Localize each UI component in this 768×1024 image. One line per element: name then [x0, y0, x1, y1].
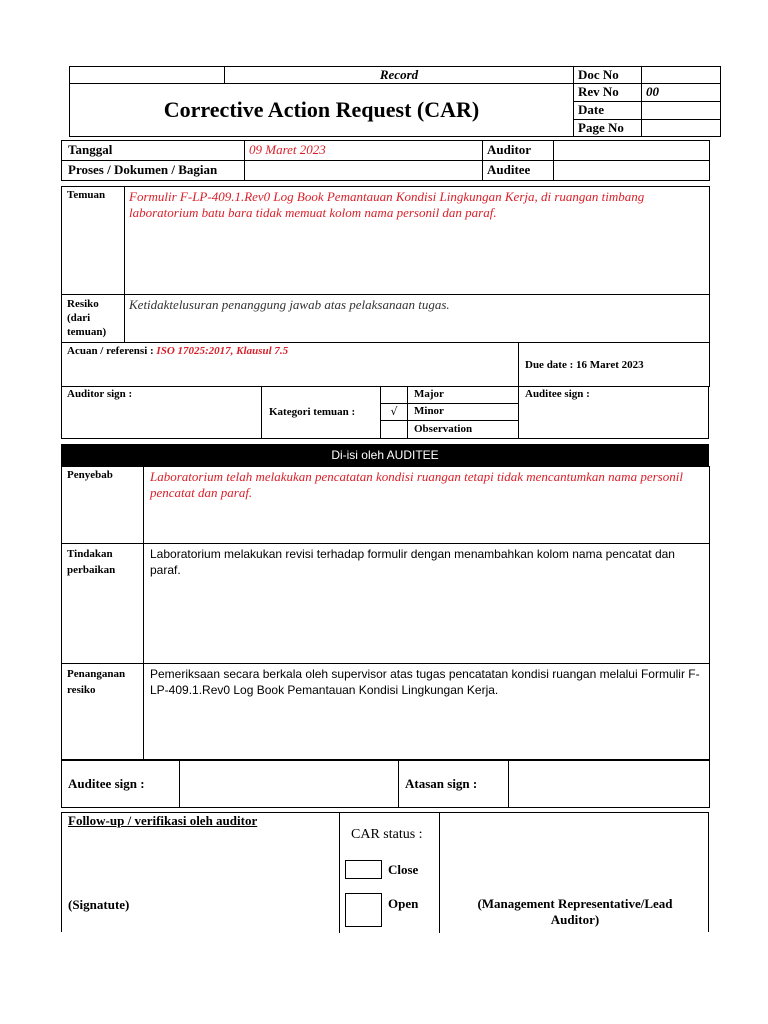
auditee-sign-field[interactable] [180, 761, 399, 808]
category-list [380, 386, 519, 438]
tanggal-value[interactable]: 09 Maret 2023 [245, 141, 483, 161]
auditee-label: Auditee [483, 161, 554, 181]
close-label: Close [388, 862, 419, 877]
auditor-value[interactable] [554, 141, 710, 161]
tanggal-label: Tanggal [62, 141, 245, 161]
acuan-cell [62, 343, 519, 387]
auditee-sign-table [61, 760, 710, 808]
penanganan-label: Penanganan resiko [62, 664, 144, 760]
temuan-text[interactable]: Formulir F-LP-409.1.Rev0 Log Book Pemantauan Kondisi Lingkungan Kerja, di ruangan timbang laboratorium batu bara tidak memuat kolom nama personil dan paraf. [125, 187, 710, 295]
atasan-sign-field[interactable] [509, 761, 710, 808]
auditee-banner: Di-isi oleh AUDITEE [61, 444, 709, 466]
temuan-label: Temuan [62, 187, 125, 295]
category-checkbox-minor[interactable] [380, 404, 408, 421]
auditee-value[interactable] [554, 161, 710, 181]
rev-no-label: Rev No [574, 84, 642, 102]
proses-label: Proses / Dokumen / Bagian [62, 161, 245, 181]
date-value[interactable] [642, 102, 721, 120]
category-observation: Observation [408, 421, 519, 439]
sign-category-row [61, 386, 709, 439]
auditee-sign-label: Auditee sign : [62, 761, 180, 808]
atasan-sign-label: Atasan sign : [399, 761, 509, 808]
open-label: Open [388, 896, 419, 911]
auditee-sign-label-top: Auditee sign : [525, 388, 590, 400]
due-date: Due date : 16 Maret 2023 [519, 343, 710, 387]
finding-table [61, 186, 710, 387]
auditor-sign-label: Auditor sign : [67, 388, 133, 400]
auditee-table [61, 466, 710, 760]
category-minor: Minor [408, 404, 519, 421]
followup-divider-1 [339, 813, 340, 933]
acuan-label: Acuan / referensi : [67, 345, 154, 357]
penyebab-label: Penyebab [62, 467, 144, 544]
mr-label: (Management Representative/Lead Auditor) [477, 896, 673, 927]
resiko-label [62, 295, 125, 343]
signature-label: (Signatute) [68, 897, 130, 912]
header-blank-cell [70, 67, 225, 84]
category-checkbox-major[interactable] [380, 386, 408, 404]
penyebab-text[interactable]: Laboratorium telah melakukan pencatatan kondisi ruangan tetapi tidak mencantumkan nama personil pencatat dan paraf. [144, 467, 710, 544]
followup-section [61, 812, 709, 932]
record-label: Record [225, 67, 574, 84]
page-no-value[interactable] [642, 120, 721, 137]
category-checkbox-observation[interactable] [380, 421, 408, 439]
form-title: Corrective Action Request (CAR) [163, 97, 480, 122]
car-status-label: CAR status : [351, 827, 423, 842]
rev-no-value[interactable]: 00 [642, 84, 721, 102]
doc-no-value[interactable] [642, 67, 721, 84]
category-major: Major [408, 386, 519, 404]
tindakan-label: Tindakan perbaikan [62, 544, 144, 664]
auditor-label: Auditor [483, 141, 554, 161]
page-no-label: Page No [574, 120, 642, 137]
kategori-label: Kategori temuan : [269, 406, 356, 418]
proses-value[interactable] [245, 161, 483, 181]
open-checkbox[interactable] [345, 893, 382, 927]
info-table [61, 140, 710, 181]
header-table [69, 66, 721, 137]
divider [261, 386, 262, 438]
resiko-label-line1: Resiko [67, 298, 99, 310]
acuan-value[interactable]: ISO 17025:2017, Klausul 7.5 [156, 345, 289, 357]
resiko-label-line3: temuan) [67, 326, 107, 338]
form-title-cell [70, 84, 574, 137]
date-label: Date [574, 102, 642, 120]
followup-title: Follow-up / verifikasi oleh auditor [68, 813, 258, 828]
doc-no-label: Doc No [574, 67, 642, 84]
penanganan-text[interactable]: Pemeriksaan secara berkala oleh supervisor atas tugas pencatatan kondisi ruangan melalui Formulir F-LP-409.1.Rev0 Log Book Pemantauan Kondisi Lingkungan Kerja. [144, 664, 710, 760]
resiko-text[interactable]: Ketidaktelusuran penanggung jawab atas pelaksanaan tugas. [125, 295, 710, 343]
tindakan-text[interactable]: Laboratorium melakukan revisi terhadap formulir dengan menambahkan kolom nama pencatat dan paraf. [144, 544, 710, 664]
checkmark-icon: √ [390, 405, 398, 418]
resiko-label-line2: (dari [67, 312, 91, 324]
close-checkbox[interactable] [345, 860, 382, 879]
